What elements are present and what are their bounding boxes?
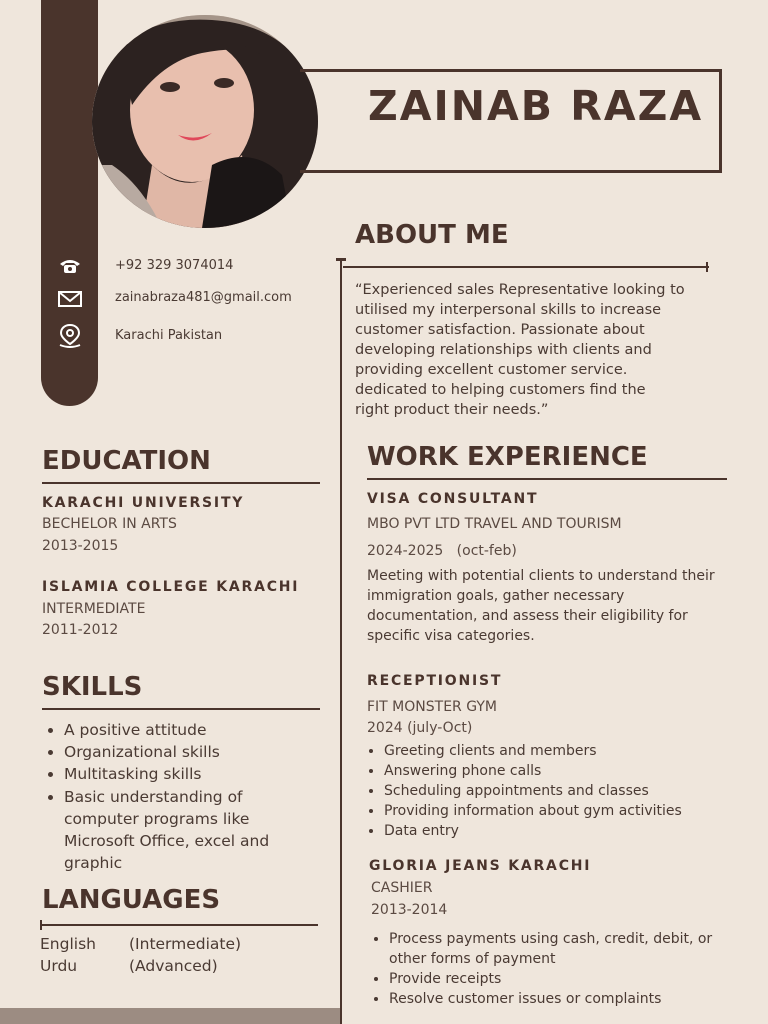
job-period: 2024 (july-Oct): [367, 720, 473, 736]
job-bullet: • Answering phone calls: [384, 761, 718, 781]
job-title: GLORIA JEANS KARACHI: [369, 858, 592, 874]
email-icon: [58, 289, 82, 309]
languages-heading: LANGUAGES: [42, 885, 221, 915]
about-text: “Experienced sales Representative looking to utilised my interpersonal skills to increase customer satisfaction. Passionate about developing relationships with clients and providing excellent customer service. dedicated to helping customers find the right product their needs.”: [355, 282, 685, 418]
job-bullet: • Data entry: [384, 821, 718, 841]
skill-item: • Organizational skills: [64, 741, 294, 763]
candidate-name: ZAINAB RAZA: [368, 82, 704, 130]
job-period: 2024-2025 (oct-feb): [367, 543, 517, 559]
phone-icon: [58, 256, 82, 276]
center-divider: [340, 260, 342, 1024]
languages-rule-cap: [40, 920, 42, 930]
job-bullet: • Provide receipts: [389, 969, 718, 989]
skill-item: • Multitasking skills: [64, 763, 294, 785]
job-bullet: • Resolve customer issues or complaints: [389, 989, 718, 1009]
work-heading: WORK EXPERIENCE: [367, 442, 648, 472]
about-rule-cap: [706, 262, 708, 272]
language-level: (Intermediate): [129, 935, 242, 953]
phone-text: +92 329 3074014: [115, 258, 234, 273]
center-divider-cap: [336, 258, 346, 261]
job-title: VISA CONSULTANT: [367, 491, 539, 507]
job-bullet: • Greeting clients and members: [384, 741, 718, 761]
education-degree: BECHELOR IN ARTS: [42, 516, 177, 532]
job-description: Meeting with potential clients to understand their immigration goals, gather necessary documentation, and assess their eligibility for specific visa categories.: [367, 568, 715, 644]
email-text: zainabraza481@gmail.com: [115, 290, 292, 305]
job-company: MBO PVT LTD TRAVEL AND TOURISM: [367, 516, 622, 532]
job-bullets: [368, 741, 718, 841]
about-heading: ABOUT ME: [355, 220, 509, 250]
job-bullet: • Providing information about gym activities: [384, 801, 718, 821]
education-school: ISLAMIA COLLEGE KARACHI: [42, 579, 300, 595]
education-school: KARACHI UNIVERSITY: [42, 495, 245, 511]
skills-rule: [42, 708, 320, 710]
location-pin-icon: [58, 323, 82, 349]
about-rule: [343, 266, 709, 268]
bottom-bar: [0, 1008, 340, 1024]
job-bullets: [373, 929, 718, 1009]
language-name: Urdu: [40, 957, 78, 975]
job-period: 2013-2014: [371, 902, 448, 918]
languages-rule: [40, 924, 318, 926]
language-name: English: [40, 935, 96, 953]
location-text: Karachi Pakistan: [115, 328, 223, 343]
education-heading: EDUCATION: [42, 446, 211, 476]
education-years: 2013-2015: [42, 538, 119, 554]
skills-list: [44, 719, 294, 874]
skill-item: • Basic understanding of computer programs like Microsoft Office, excel and graphic: [64, 786, 294, 875]
skill-item: • A positive attitude: [64, 719, 294, 741]
education-rule: [42, 482, 320, 484]
job-company: FIT MONSTER GYM: [367, 699, 497, 715]
job-company: CASHIER: [371, 880, 433, 896]
work-rule: [367, 478, 727, 480]
skills-heading: SKILLS: [42, 672, 143, 702]
job-bullet: • Process payments using cash, credit, debit, or other forms of payment: [389, 929, 718, 969]
job-bullet: • Scheduling appointments and classes: [384, 781, 718, 801]
education-degree: INTERMEDIATE: [42, 601, 146, 617]
job-title: RECEPTIONIST: [367, 673, 503, 689]
education-years: 2011-2012: [42, 622, 119, 638]
profile-photo: [92, 15, 318, 228]
language-level: (Advanced): [129, 957, 218, 975]
